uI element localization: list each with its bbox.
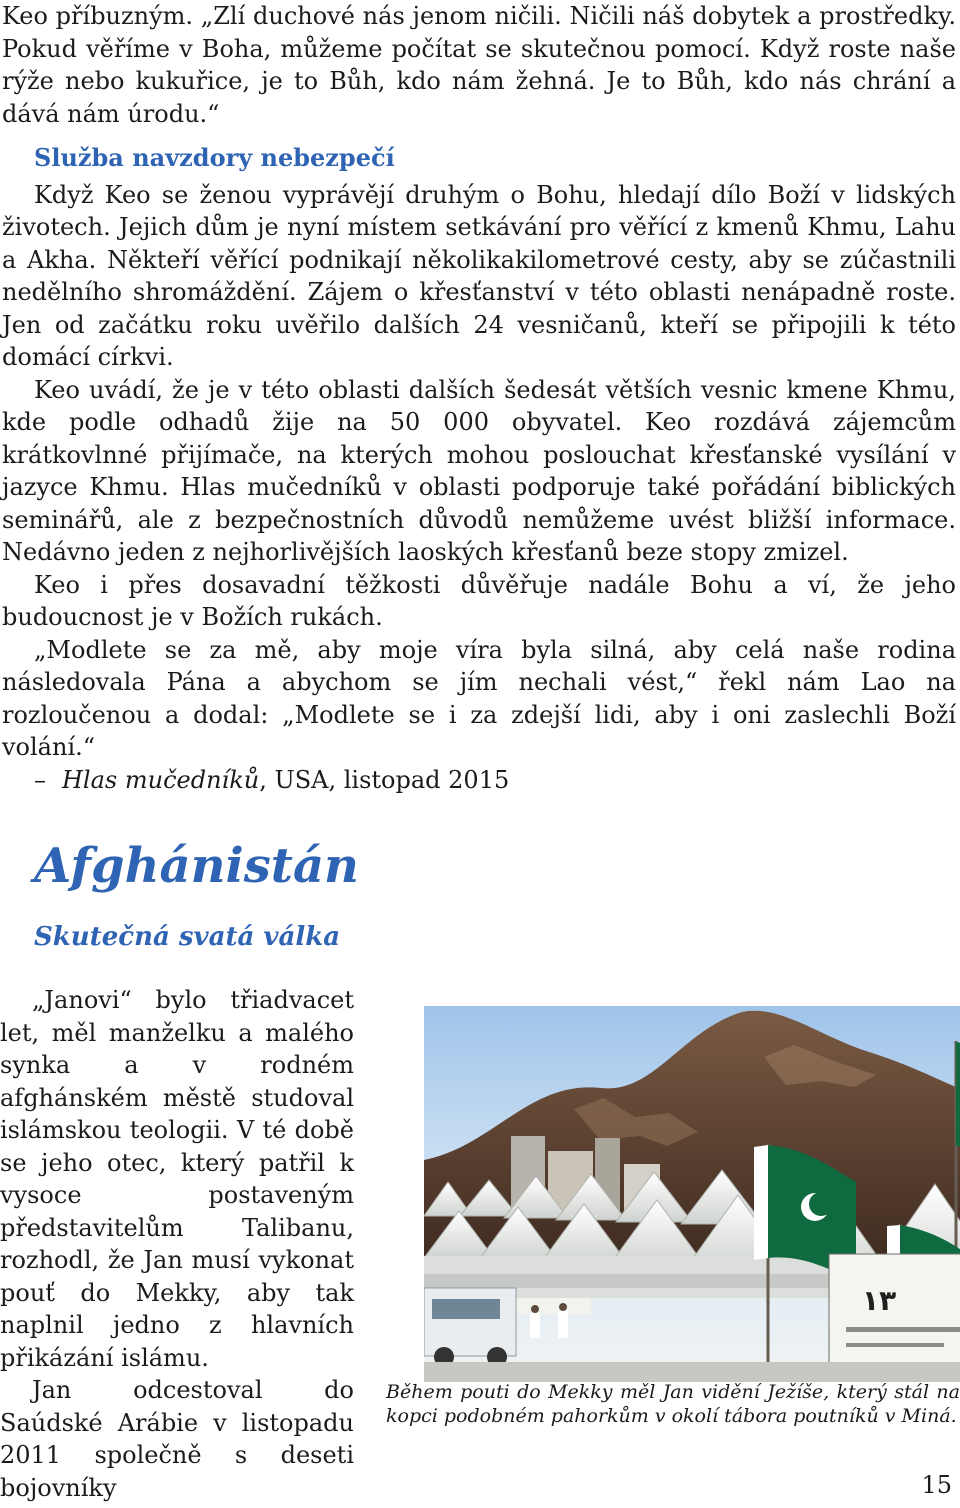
body-paragraph: Keo uvádí, že je v této oblasti dalších šedesát větších vesnic kmene Khmu, kde podle odhadů žije na 50 000 obyvatel. Keo rozdává zájemcům krátkovlnné přijímače, na kterých mohou poslouchat křesťanské vysílání v jazyce Khmu. Hlas mučedníků v oblasti podporuje také pořádání biblických seminářů, ale z bezpečnostních důvodů nemůžeme uvést bližší informace. Nedávno jeden z nejhorlivějších laoských křesťanů beze stopy zmizel. (2, 375, 956, 566)
continued-paragraph: Keo příbuzným. „Zlí duchové nás jenom ničili. Ničili náš dobytek a prostředky. Pokud věříme v Boha, můžeme počítat se skutečnou pomocí. Když roste naše rýže nebo kukuřice, je to Bůh, kdo nám žehná. Je to Bůh, kdo nás chrání a dává nám úrodu.“ (2, 2, 956, 128)
page-number: 15 (921, 1471, 952, 1499)
photo-illustration (424, 1006, 960, 1382)
article-continuation (2, 0, 956, 796)
section-subtitle: Skutečná svatá válka (34, 922, 341, 952)
signature-dash: – (34, 765, 46, 794)
afghanistan-story-column (0, 984, 354, 1504)
parked-bus (424, 1288, 516, 1356)
camp-sign-arabic-number: ١٣ (862, 1284, 897, 1317)
country-section-title: Afghánistán (34, 838, 359, 894)
body-paragraph: Keo i přes dosavadní těžkosti důvěřuje nadále Bohu a ví, že jeho budoucnost je v Božích rukách. (2, 570, 956, 631)
article-signature (34, 764, 956, 797)
body-paragraph: Když Keo se ženou vyprávějí druhým o Bohu, hledají dílo Boží v lidských životech. Jejich dům je nyní místem setkávání pro věřící z kmenů Khmu, Lahu a Akha. Někteří věřící podnikají několikakilometrové cesty, aby se zúčastnili nedělního shromáždění. Zájem o křesťanství v této oblasti nenápadně roste. Jen od začátku roku uvěřilo dalších 24 vesničanů, kteří se připojili k této domácí církvi. (2, 180, 956, 371)
signature-date: , USA, listopad 2015 (259, 765, 510, 794)
signature-source: Hlas mučedníků (62, 765, 260, 794)
section-heading-service-despite-danger: Služba navzdory nebezpečí (34, 143, 395, 172)
quote-paragraph: „Modlete se za mě, aby moje víra byla silná, aby celá naše rodina následovala Pána a abychom se jím nechali vést,“ řekl nám Lao na rozloučenou a dodal: „Modlete se i za zdejší lidi, aby i oni zaslechli Boží volání.“ (2, 635, 956, 761)
story-paragraph: „Janovi“ bylo třiadvacet let, měl manželku a malého synka a v rodném afghánském městě studoval islámskou teologii. V té době se jeho otec, který patřil k vysoce postaveným představitelům Talibanu, rozhodl, že Jan musí vykonat pouť do Mekky, aby tak naplnil jedno z hlavních přikázání islámu. (0, 986, 354, 1372)
story-paragraph: Jan odcestoval do Saúdské Arábie v listopadu 2011 společně s deseti bojovníky (0, 1376, 354, 1502)
mina-tent-camp-photo (424, 1006, 960, 1382)
photo-caption: Během pouti do Mekky měl Jan vidění Ježíše, který stál na kopci podobném pahorkům v okolí tábora poutníků v Miná. (386, 1381, 960, 1427)
